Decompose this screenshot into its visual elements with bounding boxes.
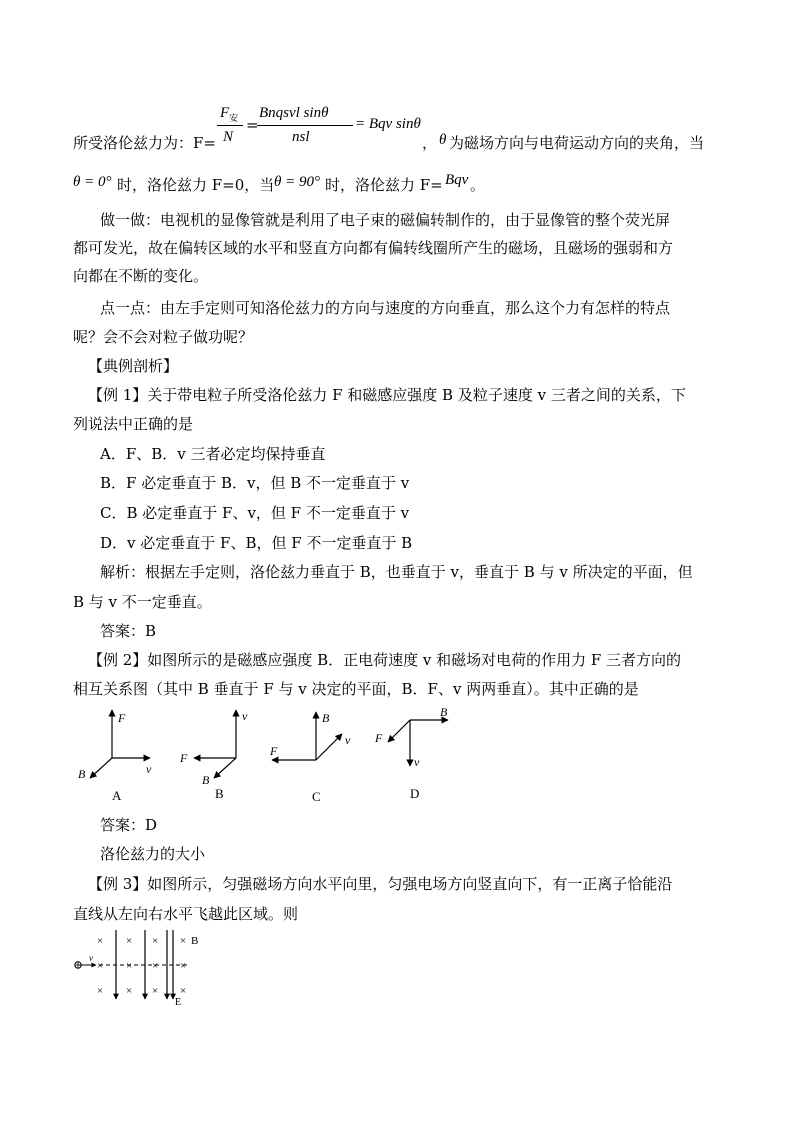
diagram-a-b-arrow xyxy=(90,758,112,778)
theta-symbol: θ xyxy=(439,132,447,148)
diagram-a xyxy=(78,710,152,803)
frac1-num: $F_安$ xyxy=(220,105,239,124)
section-heading: 【典例剖析】 xyxy=(88,357,179,375)
frac2-bar xyxy=(257,125,353,126)
analysis-line-1: 解析：根据左手定则，洛伦兹力垂直于 B，也垂直于 v，垂直于 B 与 v 所决定的平面，但 xyxy=(100,563,693,581)
option-b: B．F 必定垂直于 B．v，但 B 不一定垂直于 v xyxy=(100,474,410,492)
formula-comma: ， xyxy=(422,134,438,152)
frac1-den: N xyxy=(223,129,234,145)
diagram-c xyxy=(269,711,351,804)
b-cross: × xyxy=(97,960,104,972)
formula-desc: 为磁场方向与电荷运动方向的夹角，当 xyxy=(449,134,705,152)
frac2-num: Bnqsvl sinθ xyxy=(259,105,329,121)
diagram-b xyxy=(179,709,248,801)
option-c: C．B 必定垂直于 F、v，但 F 不一定垂直于 v xyxy=(100,504,410,522)
line2-part1: 时，洛伦兹力 F=0，当 xyxy=(117,176,275,194)
diagram-d-v-label: v xyxy=(414,755,420,769)
diagram-d-f-label: F xyxy=(375,731,383,745)
diagram-a-v-label: v xyxy=(146,762,152,776)
eq1: = xyxy=(246,116,259,134)
zuo-line-3: 向都在不断的变化。 xyxy=(73,267,209,285)
b-cross: × xyxy=(180,935,187,947)
b-cross: × xyxy=(152,960,159,972)
b-cross: × xyxy=(180,960,187,972)
field-diagram xyxy=(70,925,220,1007)
zuo-line-2: 都可发光，故在偏转区域的水平和竖直方向都有偏转线圈所产生的磁场，且磁场的强弱和方 xyxy=(73,239,674,257)
frac1-bar xyxy=(217,125,243,126)
diagram-d-b-label: B xyxy=(440,705,448,719)
theta-0: θ = 0° xyxy=(73,174,112,190)
dian-line-1: 点一点：由左手定则可知洛伦兹力的方向与速度的方向垂直，那么这个力有怎样的特点 xyxy=(100,299,671,317)
size-heading: 洛伦兹力的大小 xyxy=(100,845,206,863)
formula-lead: 所受洛伦兹力为：F= xyxy=(73,134,216,152)
diagram-a-caption: A xyxy=(112,788,122,803)
analysis-line-2: B 与 v 不一定垂直。 xyxy=(73,593,212,611)
bqv: Bqv xyxy=(445,172,469,188)
diagram-a-b-label: B xyxy=(78,767,86,781)
theta-90: θ = 90° xyxy=(274,174,320,190)
example-3-line-2: 直线从左向右水平飞越此区域。则 xyxy=(73,905,299,923)
eq2-tail: = Bqv sinθ xyxy=(355,116,421,132)
diagram-b-b-label: B xyxy=(202,773,210,787)
diagram-d-f-arrow xyxy=(388,720,410,742)
v-label: v xyxy=(89,953,93,963)
example-1-line-1: 【例 1】关于带电粒子所受洛伦兹力 F 和磁感应强度 B 及粒子速度 v 三者之间的关系，下 xyxy=(88,386,686,404)
b-cross: × xyxy=(97,935,104,947)
diagram-c-v-label: v xyxy=(345,733,351,747)
diagram-c-b-label: B xyxy=(322,711,330,725)
b-cross: × xyxy=(126,985,133,997)
answer-1: 答案：B xyxy=(100,622,157,640)
diagram-b-b-arrow xyxy=(214,758,236,778)
example-1-line-2: 列说法中正确的是 xyxy=(73,415,194,433)
line2-end: 。 xyxy=(470,176,486,194)
b-cross: × xyxy=(126,935,133,947)
frac2-den: nsl xyxy=(292,129,310,145)
line2-part2: 时，洛伦兹力 F= xyxy=(325,176,443,194)
b-cross: × xyxy=(152,985,159,997)
example-3-line-1: 【例 3】如图所示，匀强磁场方向水平向里，匀强电场方向竖直向下，有一正离子恰能沿 xyxy=(88,875,673,893)
diagram-b-caption: B xyxy=(215,786,224,801)
b-cross: × xyxy=(152,935,159,947)
example-2-line-1: 【例 2】如图所示的是磁感应强度 B．正电荷速度 v 和磁场对电荷的作用力 F 三者方向的 xyxy=(88,651,682,669)
example-2-line-2: 相互关系图（其中 B 垂直于 F 与 v 决定的平面，B．F、v 两两垂直）。其中正确的是 xyxy=(73,680,639,698)
answer-2: 答案：D xyxy=(100,816,158,834)
diagram-d-caption: D xyxy=(410,786,420,801)
option-d: D．v 必定垂直于 F、B，但 F 不一定垂直于 B xyxy=(100,534,413,552)
b-label: B xyxy=(191,935,199,947)
diagram-b-v-label: v xyxy=(242,709,248,723)
b-cross: × xyxy=(180,985,187,997)
direction-diagrams xyxy=(60,700,480,812)
diagram-a-f-label: F xyxy=(118,711,126,725)
b-cross: × xyxy=(126,960,133,972)
diagram-d xyxy=(374,705,448,801)
zuo-line-1: 做一做：电视机的显像管就是利用了电子束的磁偏转制作的，由于显像管的整个荧光屏 xyxy=(100,211,671,229)
option-a: A．F、B．v 三者必定均保持垂直 xyxy=(100,445,326,463)
b-cross: × xyxy=(97,985,104,997)
diagram-c-v-arrow xyxy=(316,734,342,760)
diagram-b-f-label: F xyxy=(180,751,188,765)
dian-line-2: 呢？会不会对粒子做功呢？ xyxy=(73,328,254,346)
e-label: E xyxy=(175,997,182,1007)
diagram-c-f-label: F xyxy=(270,744,278,758)
diagram-c-caption: C xyxy=(312,789,321,804)
